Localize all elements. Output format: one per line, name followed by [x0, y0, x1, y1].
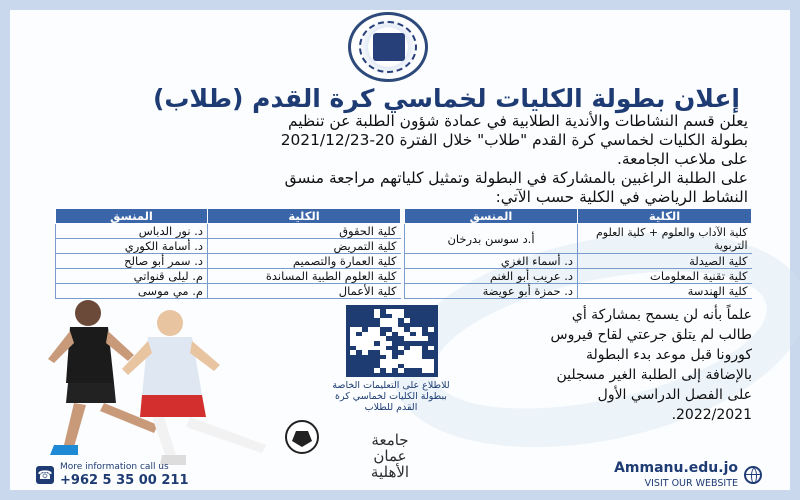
qr-module: [380, 355, 386, 360]
player1-boot: [50, 445, 78, 455]
college-cell: كلية الأعمال: [208, 284, 401, 299]
coordinator-cell: أ.د سوسن بدرخان: [405, 224, 578, 254]
coordinator-cell: د. عريب أبو الغنم: [405, 269, 578, 284]
announcement-line: على ملاعب الجامعة.: [616, 150, 748, 168]
table-row: [405, 224, 752, 254]
qr-module: [392, 368, 398, 373]
column-header-college: الكلية: [208, 209, 401, 224]
table-row: [405, 269, 752, 284]
college-cell: كلية الصيدلة: [578, 254, 752, 269]
qr-module: [380, 368, 386, 373]
college-cell: كلية العلوم الطبية المساندة: [208, 269, 401, 284]
vaccination-note: [452, 305, 752, 425]
qr-module: [356, 332, 362, 337]
qr-module: [362, 327, 368, 332]
logo-text-line: عمان: [373, 447, 407, 465]
qr-module: [374, 341, 380, 346]
qr-code[interactable]: [346, 305, 438, 377]
college-cell: كلية تقنية المعلومات: [578, 269, 752, 284]
contact-info: [36, 462, 226, 488]
announcement-title: إعلان بطولة الكليات لخماسي كرة القدم (طلاب): [152, 84, 740, 113]
logo-text-line: الأهلية: [370, 463, 410, 481]
note-line: كورونا قبل موعد بدء البطولة: [585, 347, 752, 363]
qr-module: [428, 323, 434, 328]
qr-module: [404, 346, 410, 351]
coordinators-table-right: [404, 208, 752, 299]
table-row: [56, 269, 401, 284]
coordinator-cell: د. سمر أبو صالح: [56, 254, 208, 269]
phone-icon: ☎: [37, 468, 53, 482]
player1-head: [75, 300, 101, 326]
coordinator-cell: م. مي موسى: [56, 284, 208, 299]
qr-module: [428, 355, 434, 360]
table-row: [56, 224, 401, 239]
player1-shorts: [66, 383, 116, 403]
note-line: طالب لم يتلق جرعتي لقاح فيروس: [550, 327, 752, 343]
coordinator-cell: د. أسماء الغزي: [405, 254, 578, 269]
note-line: 2022/2021.: [671, 407, 752, 423]
announcement-line: يعلن قسم النشاطات والأندية الطلابية في عمادة شؤون الطلبة عن تنظيم: [288, 112, 748, 130]
qr-module: [428, 341, 434, 346]
college-cell: كلية الحقوق: [208, 224, 401, 239]
qr-module: [398, 350, 404, 355]
qr-module: [368, 368, 374, 373]
note-line: بالإضافة إلى الطلبة الغير مسجلين: [556, 367, 752, 383]
qr-module: [386, 314, 392, 319]
qr-module: [416, 368, 422, 373]
column-header-coordinator: المنسق: [56, 209, 208, 224]
table-row: [56, 239, 401, 254]
announcement-line: على الطلبة الراغبين بالمشاركة في البطولة وتمثيل كلياتهم مراجعة منسق: [284, 169, 748, 187]
coordinator-cell: د. نور الدباس: [56, 224, 208, 239]
crest-emblem: [373, 33, 405, 61]
college-cell: كلية الآداب والعلوم + كلية العلوم التربوية: [578, 224, 752, 254]
table-row: [56, 254, 401, 269]
phone-number[interactable]: +962 5 35 00 211: [60, 473, 189, 488]
ammanu-calligraphy-logo: [360, 432, 420, 480]
college-cell: كلية العمارة والتصميم: [208, 254, 401, 269]
column-header-college: الكلية: [578, 209, 752, 224]
football-players-image: [30, 285, 330, 475]
coordinator-cell: م. ليلى قنواتي: [56, 269, 208, 284]
college-cell: كلية التمريض: [208, 239, 401, 254]
qr-module: [392, 355, 398, 360]
player2-leg: [186, 417, 266, 453]
college-cell: كلية الهندسة: [578, 284, 752, 299]
note-line: على الفصل الدراسي الأول: [597, 387, 752, 403]
table-row: [405, 284, 752, 299]
qr-module: [410, 332, 416, 337]
announcement-line: النشاط الرياضي في الكلية حسب الآتي:: [495, 188, 748, 206]
note-line: علماً بأنه لن يسمح بمشاركة أي: [571, 307, 752, 323]
table-row: [405, 254, 752, 269]
player2-head: [157, 310, 183, 336]
player2-shorts: [140, 395, 206, 417]
logo-text-line: جامعة: [371, 431, 409, 449]
coordinator-cell: د. أسامة الكوري: [56, 239, 208, 254]
coordinator-cell: د. حمزة أبو عويضة: [405, 284, 578, 299]
website-info: [562, 460, 762, 490]
announcement-line: بطولة الكليات لخماسي كرة القدم "طلاب" خلال الفترة 20-2021/12/23: [280, 131, 748, 149]
announcement-body: [48, 112, 748, 207]
qr-caption: للاطلاع على التعليمات الخاصة ببطولة الكليات لخماسي كرة القدم للطلاب: [332, 380, 450, 413]
player2-leg: [152, 417, 176, 457]
globe-icon: [744, 466, 762, 484]
university-crest-logo: [348, 12, 428, 82]
player1-leg: [64, 403, 86, 447]
more-info-label: More information call us: [60, 462, 169, 472]
website-link[interactable]: Ammanu.edu.jo: [614, 460, 738, 476]
visit-website-label: VISIT OUR WEBSITE: [644, 478, 738, 489]
column-header-coordinator: المنسق: [405, 209, 578, 224]
player1-shirt: [66, 327, 114, 383]
